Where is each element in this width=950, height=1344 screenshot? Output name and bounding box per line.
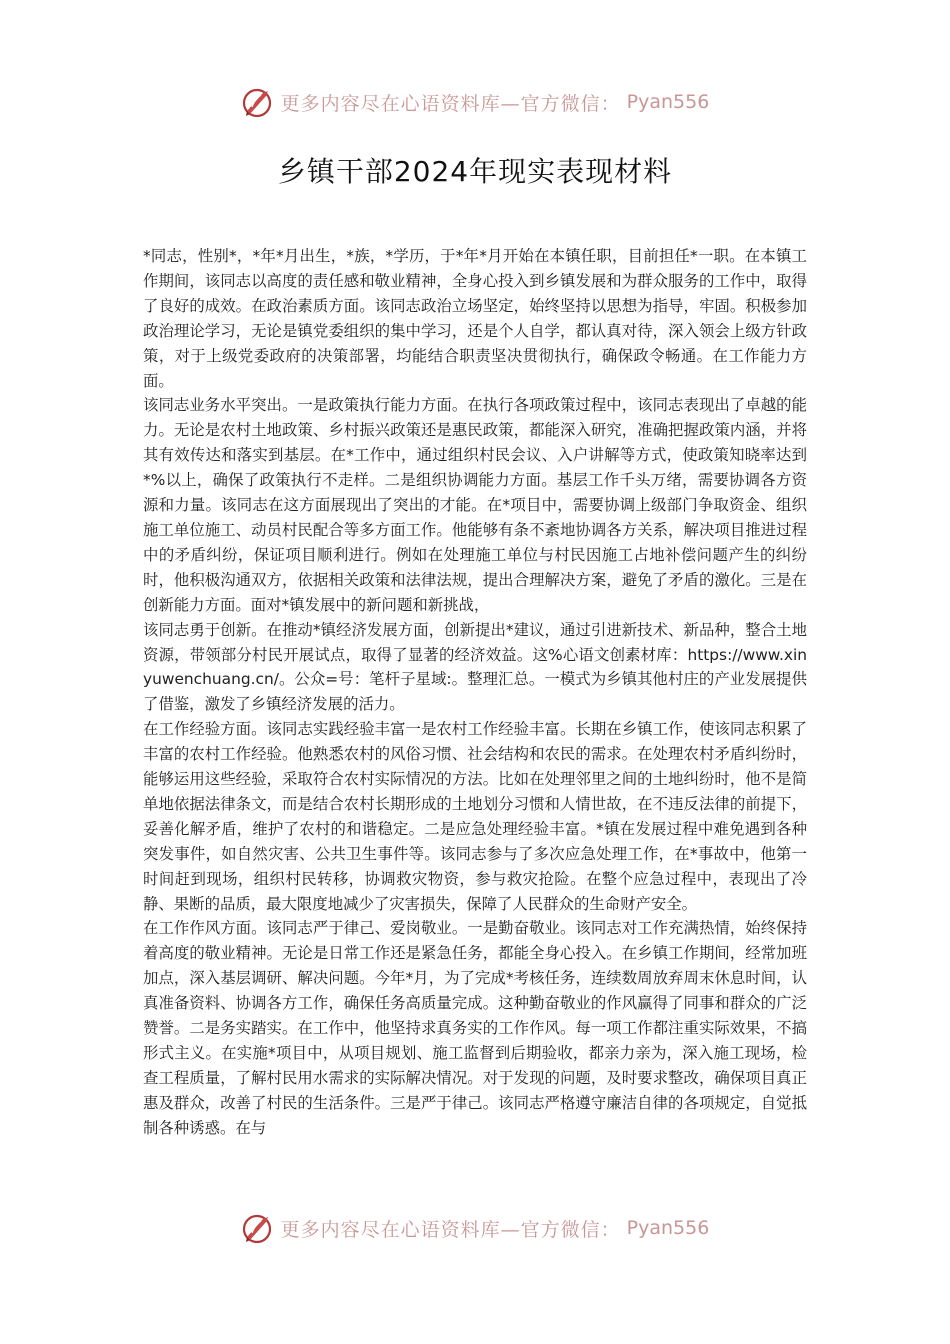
body-paragraph: 该同志勇于创新。在推动*镇经济发展方面，创新提出*建议，通过引进新技术、新品种，整合土地资源，带领部分村民开展试点，取得了显著的经济效益。这%心语文创素材库：https://www.xinyuwenchuang.cn/。公众=号：笔杆子星域:。整理汇总。一模式为乡镇其他村庄的产业发展提供了借鉴，激发了乡镇经济发展的活力。 [143, 620, 807, 714]
footer-wechat-id: Pyan556 [626, 1217, 710, 1239]
header-wechat-id: Pyan556 [626, 91, 710, 113]
body-paragraph: 在工作作风方面。该同志严于律己、爱岗敬业。一是勤奋敬业。该同志对工作充满热情，始终保持着高度的敬业精神。无论是日常工作还是紧急任务，都能全身心投入。在乡镇工作期间，经常加班加点，深入基层调研、解决问题。今年*月，为了完成*考核任务，连续数周放弃周末休息时间，认真准备资料、协调各方工作，确保任务高质量完成。这种勤奋敬业的作风赢得了同事和群众的广泛赞誉。二是务实踏实。在工作中，他坚持求真务实的工作作风。每一项工作都注重实际效果，不搞形式主义。在实施*项目中，从项目规划、施工监督到后期验收，都亲力亲为，深入施工现场，检查工程质量，了解村民用水需求的实际解决情况。对于发现的问题，及时要求整改，确保项目真正惠及群众，改善了村民的生活条件。三是严于律己。该同志严格遵守廉洁自律的各项规定，自觉抵制各种诱惑。在与 [143, 919, 807, 1137]
pen-logo-icon [241, 85, 275, 119]
header-watermark-banner [0, 82, 950, 122]
header-banner-text: 更多内容尽在心语资料库—官方微信： [280, 92, 621, 115]
document-body [143, 244, 807, 1141]
body-paragraph: *同志，性别*，*年*月出生，*族，*学历，于*年*月开始在本镇任职，目前担任*一职。在本镇工作期间，该同志以高度的责任感和敬业精神，全身心投入到乡镇发展和为群众服务的工作中，取得了良好的成效。在政治素质方面。该同志政治立场坚定，始终坚持以思想为指导，牢固。积极参加政治理论学习，无论是镇党委组织的集中学习，还是个人自学，都认真对待，深入领会上级方针政策，对于上级党委政府的决策部署，均能结合职责坚决贯彻执行，确保政令畅通。在工作能力方面。 [143, 247, 807, 390]
footer-watermark-banner [0, 1208, 950, 1248]
body-paragraph: 该同志业务水平突出。一是政策执行能力方面。在执行各项政策过程中，该同志表现出了卓越的能力。无论是农村土地政策、乡村振兴政策还是惠民政策，都能深入研究，准确把握政策内涵，并将其有效传达和落实到基层。在*工作中，通过组织村民会议、入户讲解等方式，使政策知晓率达到*%以上，确保了政策执行不走样。二是组织协调能力方面。基层工作千头万绪，需要协调各方资源和力量。该同志在这方面展现出了突出的才能。在*项目中，需要协调上级部门争取资金、组织施工单位施工、动员村民配合等多方面工作。他能够有条不紊地协调各方关系，解决项目推进过程中的矛盾纠纷，保证项目顺利进行。例如在处理施工单位与村民因施工占地补偿问题产生的纠纷时，他积极沟通双方，依据相关政策和法律法规，提出合理解决方案，避免了矛盾的激化。三是在创新能力方面。面对*镇发展中的新问题和新挑战， [143, 396, 807, 614]
body-paragraph: 在工作经验方面。该同志实践经验丰富一是农村工作经验丰富。长期在乡镇工作，使该同志积累了丰富的农村工作经验。他熟悉农村的风俗习惯、社会结构和农民的需求。在处理农村矛盾纠纷时，能够运用这些经验，采取符合农村实际情况的方法。比如在处理邻里之间的土地纠纷时，他不是简单地依据法律条文，而是结合农村长期形成的土地划分习惯和人情世故，在不违反法律的前提下，妥善化解矛盾，维护了农村的和谐稳定。二是应急处理经验丰富。*镇在发展过程中难免遇到各种突发事件，如自然灾害、公共卫生事件等。该同志参与了多次应急处理工作，在*事故中，他第一时间赶到现场，组织村民转移，协调救灾物资，参与救灾抢险。在整个应急过程中，表现出了冷静、果断的品质，最大限度地减少了灾害损失，保障了人民群众的生命财产安全。 [143, 720, 807, 913]
pen-logo-icon [241, 1211, 275, 1245]
footer-banner-text: 更多内容尽在心语资料库—官方微信： [280, 1218, 621, 1241]
document-title: 乡镇干部2024年现实表现材料 [277, 155, 673, 188]
